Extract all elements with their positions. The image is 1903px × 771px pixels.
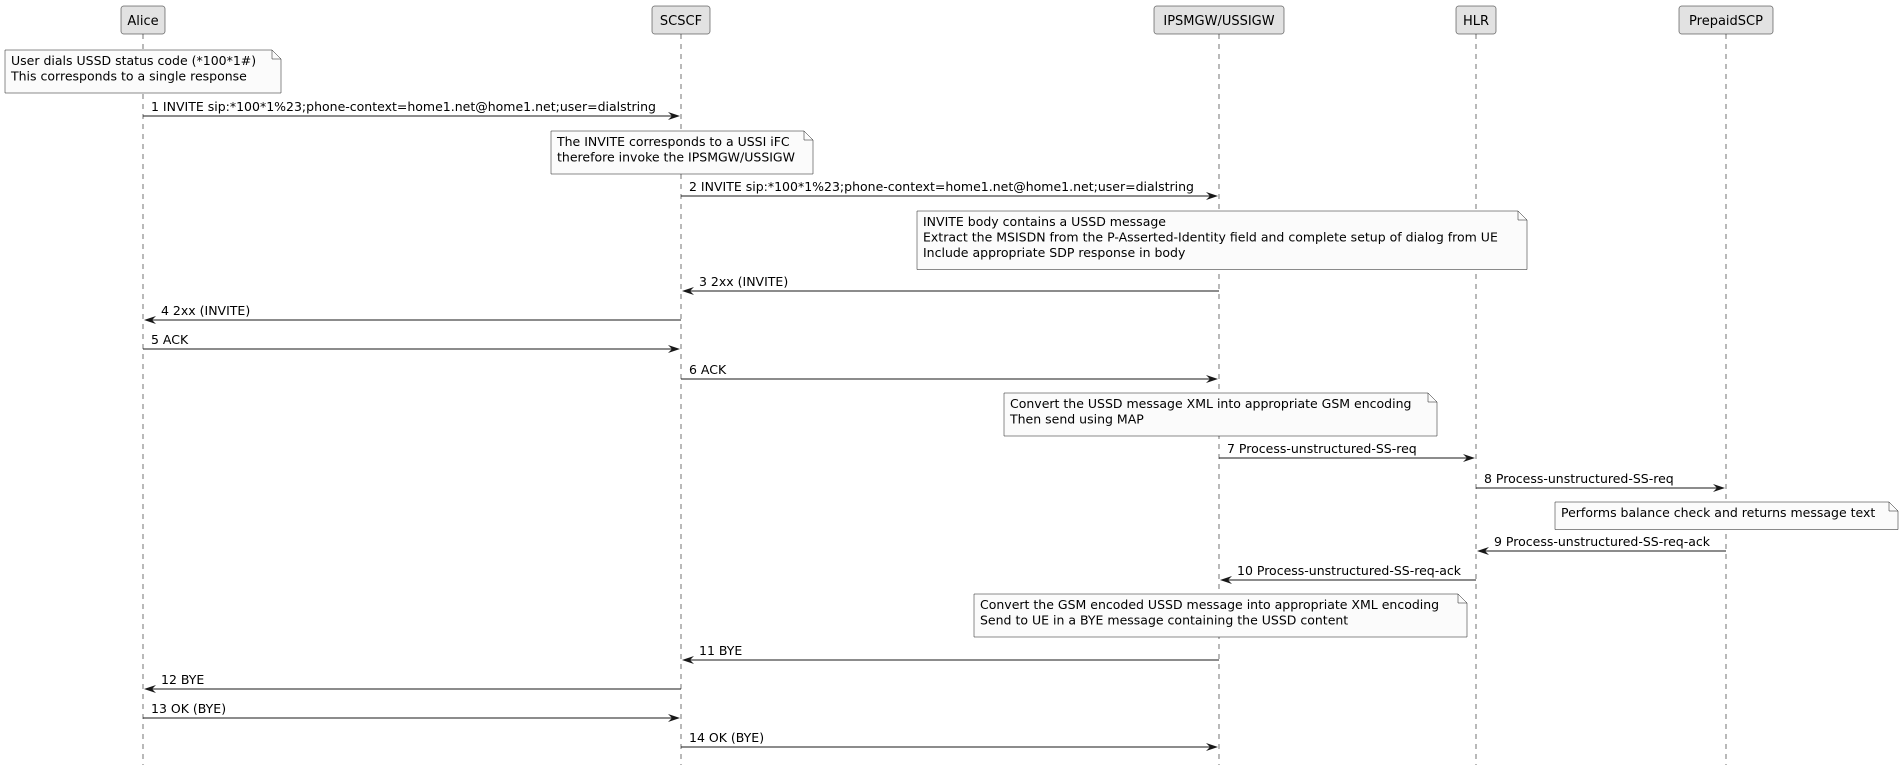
participant-scscf <box>652 6 710 34</box>
note-n1 <box>5 50 281 93</box>
participant-prepaid <box>1679 6 1773 34</box>
note-line: Extract the MSISDN from the P-Asserted-Identity field and complete setup of dialog from UE <box>923 229 1498 245</box>
note-line: This corresponds to a single response <box>11 68 247 84</box>
message-label: 1 INVITE sip:*100*1%23;phone-context=home1.net@home1.net;user=dialstring <box>151 99 656 114</box>
message-label: 12 BYE <box>161 672 205 687</box>
message-14 <box>681 730 1218 751</box>
note-line: INVITE body contains a USSD message <box>923 214 1166 229</box>
participant-hlr <box>1456 6 1496 34</box>
note-n4 <box>1004 393 1437 436</box>
message-8 <box>1476 471 1725 492</box>
note-n3 <box>917 211 1527 270</box>
message-13 <box>143 701 680 722</box>
note-line: Send to UE in a BYE message containing the USSD content <box>980 612 1349 628</box>
note-line: User dials USSD status code (*100*1#) <box>11 53 257 68</box>
message-label: 14 OK (BYE) <box>689 730 765 745</box>
messages <box>143 99 1726 751</box>
message-7 <box>1219 441 1475 462</box>
message-label: 10 Process-unstructured-SS-req-ack <box>1237 563 1461 578</box>
message-label: 2 INVITE sip:*100*1%23;phone-context=home1.net@home1.net;user=dialstring <box>689 179 1194 194</box>
message-1 <box>143 99 680 120</box>
participant-ipsmgw <box>1154 6 1284 34</box>
participant-label: SCSCF <box>659 14 703 29</box>
message-2 <box>681 179 1218 200</box>
message-label: 9 Process-unstructured-SS-req-ack <box>1494 534 1711 549</box>
message-label: 13 OK (BYE) <box>151 701 227 716</box>
lifelines <box>143 34 1726 765</box>
note-line: Performs balance check and returns message text <box>1561 505 1876 520</box>
participants <box>121 6 1773 34</box>
message-3 <box>682 274 1219 295</box>
message-6 <box>681 362 1218 383</box>
message-4 <box>144 303 681 324</box>
message-9 <box>1477 534 1726 555</box>
participant-label: HLR <box>1462 14 1490 29</box>
message-label: 3 2xx (INVITE) <box>699 274 789 289</box>
message-11 <box>682 643 1219 664</box>
note-n5 <box>1555 502 1898 530</box>
participant-label: Alice <box>127 14 159 29</box>
note-line: Convert the GSM encoded USSD message into appropriate XML encoding <box>980 597 1440 612</box>
participant-label: IPSMGW/USSIGW <box>1163 14 1275 29</box>
note-line: The INVITE corresponds to a USSI iFC <box>557 134 790 149</box>
note-line: Then send using MAP <box>1010 411 1144 427</box>
message-label: 5 ACK <box>151 332 189 347</box>
message-label: 7 Process-unstructured-SS-req <box>1227 441 1417 456</box>
message-5 <box>143 332 680 353</box>
participant-alice <box>121 6 165 34</box>
participant-label: PrepaidSCP <box>1689 14 1763 29</box>
message-label: 11 BYE <box>699 643 743 658</box>
message-label: 4 2xx (INVITE) <box>161 303 251 318</box>
message-label: 6 ACK <box>689 362 727 377</box>
note-line: therefore invoke the IPSMGW/USSIGW <box>557 149 795 165</box>
message-12 <box>144 672 681 693</box>
note-n2 <box>551 131 813 174</box>
message-10 <box>1220 563 1476 584</box>
note-line: Convert the USSD message XML into appropriate GSM encoding <box>1010 396 1412 411</box>
message-label: 8 Process-unstructured-SS-req <box>1484 471 1674 486</box>
note-n6 <box>974 594 1467 637</box>
note-line: Include appropriate SDP response in body <box>923 245 1186 260</box>
